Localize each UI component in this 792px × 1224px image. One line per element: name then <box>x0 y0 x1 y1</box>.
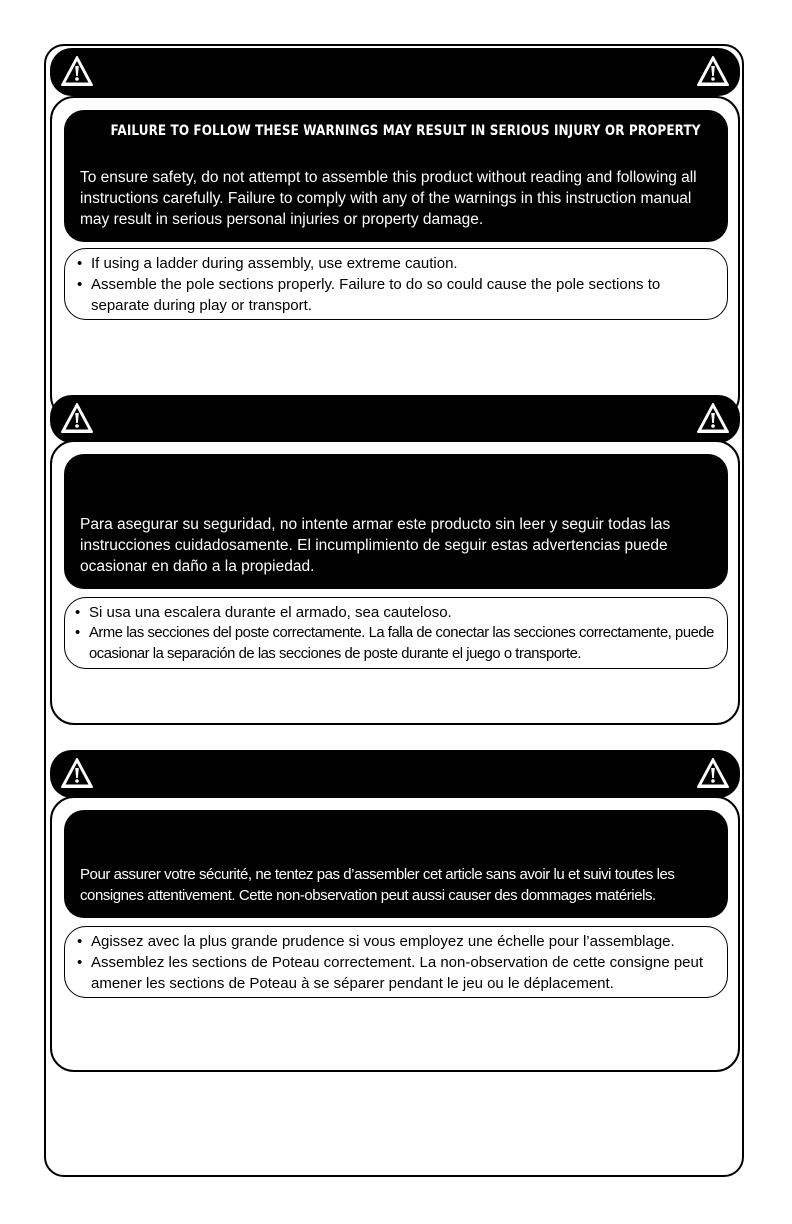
bullet-list <box>75 602 723 665</box>
list-item <box>77 253 717 274</box>
bullet-dot: • <box>77 954 83 971</box>
bullet-dot: • <box>75 604 81 621</box>
warning-intro-text: Pour assurer votre sécurité, ne tentez pas d’assembler cet article sans avoir lu et suivi toutes les consignes attentivement. Cette non-observation peut aussi causer des dommages matériels. <box>80 866 675 904</box>
warning-intro-panel <box>64 454 728 589</box>
list-item <box>77 952 717 994</box>
warning-heading: FAILURE TO FOLLOW THESE WARNINGS MAY RESULT IN SERIOUS INJURY OR PROPERTY <box>110 123 701 139</box>
warning-triangle-icon <box>60 757 94 789</box>
bullet-dot: • <box>75 625 80 641</box>
warning-bullet-box <box>64 926 728 998</box>
bullet-dot: • <box>77 933 83 950</box>
list-item <box>77 931 717 952</box>
bullet-text: If using a ladder during assembly, use extreme caution. <box>91 255 458 272</box>
bullet-text: Assemblez les sections de Poteau correctement. La non-observation de cette consigne peut amener les sections de Poteau à se séparer pendant le jeu ou le déplacement. <box>91 954 704 992</box>
list-item <box>77 274 717 316</box>
warning-triangle-icon <box>696 402 730 434</box>
warning-intro-text: Para asegurar su seguridad, no intente armar este producto sin leer y seguir todas las instrucciones cuidadosamente. El incumplimiento de seguir estas advertencias puede ocasionar en daño a la propiedad. <box>80 516 671 575</box>
warning-header-bar <box>50 750 740 798</box>
warning-intro-panel <box>64 810 728 918</box>
warning-header-bar <box>50 48 740 96</box>
bullet-list <box>77 253 717 316</box>
warning-intro-panel <box>64 110 728 242</box>
bullet-text: Si usa una escalera durante el armado, sea cauteloso. <box>89 604 452 621</box>
bullet-dot: • <box>77 255 83 272</box>
bullet-dot: • <box>77 276 83 293</box>
warning-triangle-icon <box>60 402 94 434</box>
warning-intro-text: To ensure safety, do not attempt to assemble this product without reading and following all instructions carefully. Failure to comply with any of the warnings in this instruction manual may result in serious personal injuries or property damage. <box>80 169 697 228</box>
warning-section-es <box>50 395 740 725</box>
list-item <box>75 602 723 623</box>
warning-body-box <box>50 96 740 420</box>
warning-body-box <box>50 796 740 1072</box>
warning-bullet-box <box>64 248 728 320</box>
warning-bullet-box <box>64 597 728 669</box>
bullet-text: Agissez avec la plus grande prudence si vous employez une échelle pour l’assemblage. <box>91 933 675 950</box>
warning-section-en <box>50 48 740 372</box>
warning-section-fr <box>50 750 740 1072</box>
warning-triangle-icon <box>696 55 730 87</box>
bullet-list <box>77 931 717 994</box>
bullet-text: Arme las secciones del poste correctamente. La falla de conectar las secciones correctamente, puede ocasionar la separación de las secciones de poste durante el juego o transporte. <box>89 625 714 662</box>
list-item <box>75 623 723 665</box>
warning-body-box <box>50 440 740 725</box>
warning-header-bar <box>50 395 740 443</box>
bullet-text: Assemble the pole sections properly. Failure to do so could cause the pole sections to separate during play or transport. <box>91 276 661 314</box>
warning-triangle-icon <box>696 757 730 789</box>
warning-triangle-icon <box>60 55 94 87</box>
